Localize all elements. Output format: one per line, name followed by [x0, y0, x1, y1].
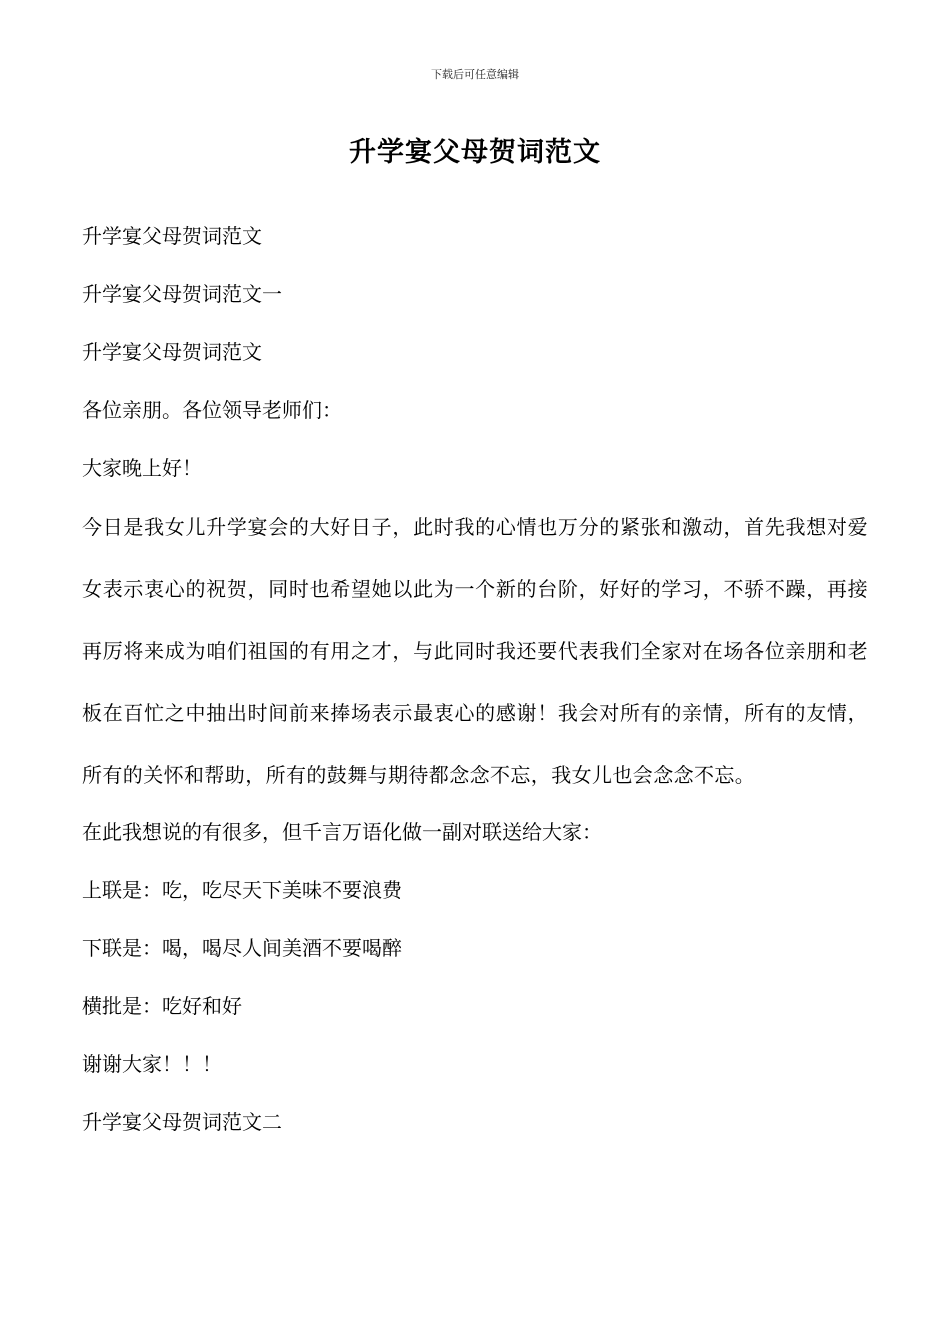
document-title: 升学宴父母贺词范文 [349, 137, 601, 168]
paragraph: 升学宴父母贺词范文 [82, 224, 262, 248]
paragraph: 在此我想说的有很多，但千言万语化做一副对联送给大家： [82, 820, 602, 844]
paragraph: 各位亲朋。各位领导老师们： [82, 398, 342, 422]
paragraph: 下联是：喝，喝尽人间美酒不要喝醉 [82, 936, 402, 960]
paragraph: 升学宴父母贺词范文二 [82, 1110, 282, 1134]
document-body [82, 219, 868, 1163]
paragraph: 升学宴父母贺词范文一 [82, 282, 282, 306]
paragraph: 升学宴父母贺词范文 [82, 340, 262, 364]
header-note: 下载后可任意编辑 [431, 68, 519, 81]
paragraph-speech-body: 今日是我女儿升学宴会的大好日子，此时我的心情也万分的紧张和激动，首先我想对爱女表示衷心的祝贺，同时也希望她以此为一个新的台阶，好好的学习，不骄不躁，再接再厉将来成为咱们祖国的有用之才，与此同时我还要代表我们全家对在场各位亲朋和老板在百忙之中抽出时间前来捧场表示最衷心的感谢！我会对所有的亲情，所有的友情，所有的关怀和帮助，所有的鼓舞与期待都念念不忘，我女儿也会念念不忘。 [82, 515, 868, 787]
paragraph: 大家晚上好！ [82, 456, 202, 480]
paragraph: 上联是：吃，吃尽天下美味不要浪费 [82, 878, 402, 902]
paragraph: 横批是：吃好和好 [82, 994, 242, 1018]
paragraph: 谢谢大家！！！ [82, 1052, 222, 1076]
